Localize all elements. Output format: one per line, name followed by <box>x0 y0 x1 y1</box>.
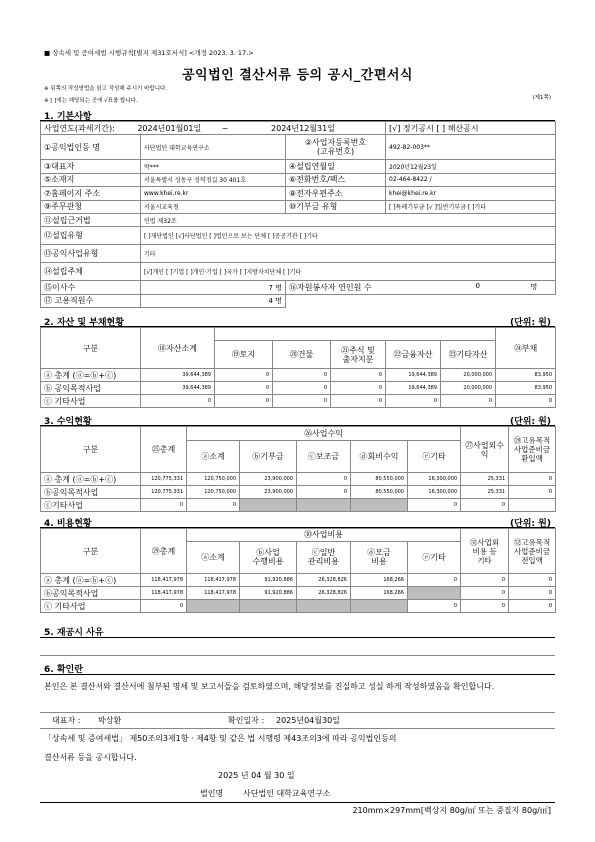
cell: 0 <box>141 395 215 408</box>
assets-table <box>40 327 556 408</box>
info-row <box>41 135 556 160</box>
cell: 83,950 <box>496 382 556 395</box>
info-row <box>41 187 556 200</box>
info-row <box>41 200 556 213</box>
fiscal-year <box>41 122 386 135</box>
cell: 0 <box>297 473 351 486</box>
col-subtotal: ⓐ소계 <box>187 541 240 573</box>
rep-name: 박상환 <box>98 716 122 725</box>
cell: 0 <box>509 600 556 613</box>
cell: 91,920,886 <box>240 574 297 587</box>
shaded-cell <box>240 499 297 512</box>
phone-value: 02-464-8422 / <box>386 173 556 186</box>
confirm-date-label: 확인일자 : <box>228 716 265 725</box>
col-stock: ㉑주식 및 출자지분 <box>331 341 386 369</box>
phone-label: ⑥전화번호/팩스 <box>286 173 386 186</box>
cell: 20,000,000 <box>441 382 496 395</box>
cell: 0 <box>461 499 509 512</box>
info-row <box>41 245 556 263</box>
row-label: ⓑ공익목적사업 <box>41 587 141 600</box>
row-label: ⓐ 총계 (ⓐ=ⓑ+ⓒ) <box>41 574 141 587</box>
cell: 16,300,000 <box>408 486 461 499</box>
col-total: ㉕총계 <box>141 427 187 473</box>
fiscal-year-row <box>41 122 556 135</box>
org-name: 사단법인 대학교육연구소 <box>243 789 331 798</box>
info-row <box>41 173 556 186</box>
founded-value: 2020년12월23일 <box>386 160 556 173</box>
cell: 120,775,331 <box>141 486 187 499</box>
col-biz-expense: ㉚사업비용 <box>187 529 461 542</box>
instruction-note: ※ 뒤쪽의 작성방법을 읽고 작성해 주시기 바랍니다. <box>44 86 168 92</box>
section-divider <box>40 674 555 675</box>
fiscal-year-label: 사업연도(과세기간): <box>44 123 115 133</box>
col-building: ⑳건물 <box>273 341 331 369</box>
org-name-value: 사단법인 대학교육연구소 <box>141 135 286 160</box>
cell: 0 <box>273 395 331 408</box>
info-row <box>41 294 556 307</box>
cell: 26,328,826 <box>297 587 351 600</box>
col-fundraising: ⓓ모금 비용 <box>351 541 408 573</box>
legal-basis-text-2: 결산서류 등을 공시합니다. <box>44 753 137 762</box>
cell: 0 <box>509 587 556 600</box>
business-number-value: 492-82-003** <box>386 135 556 160</box>
row-label: ⓒ기타사업 <box>41 499 141 512</box>
cell: 0 <box>509 574 556 587</box>
shaded-cell <box>240 600 297 613</box>
col-kind: 구분 <box>41 529 141 574</box>
rep-label: 대표자 : <box>52 716 81 725</box>
disclosure-type: [√] 정기공시 [ ] 해산공시 <box>386 122 556 135</box>
col-admin: ⓒ일반 관리비용 <box>297 541 351 573</box>
paper-spec: 210mm×297mm[백상지 80g/㎡ 또는 중질지 80g/㎡] <box>352 806 551 815</box>
row-label: ⓑ공익목적사업 <box>41 486 141 499</box>
cell: 39,644,389 <box>141 369 215 382</box>
col-nonbiz: ㉛사업외 비용 등 기타 <box>461 529 509 574</box>
col-total: ㉙총계 <box>141 529 187 574</box>
cell: 25,331 <box>461 473 509 486</box>
info-row <box>41 213 556 226</box>
sign-date: 2025 년 04 월 30 일 <box>218 771 295 780</box>
cell: 120,775,331 <box>141 473 187 486</box>
table-row <box>41 574 556 587</box>
row-label: ⓐ 총계 (ⓐ=ⓑ+ⓒ) <box>41 473 141 486</box>
col-kind: 구분 <box>41 328 141 369</box>
col-donation: ⓑ기부금 <box>240 440 297 472</box>
biz-type-label: ⑬공익사업유형 <box>41 245 141 263</box>
cell: 0 <box>509 473 556 486</box>
col-other-asset: ㉓기타자산 <box>441 341 496 369</box>
col-land: ⑲토지 <box>215 341 273 369</box>
cell: 91,920,886 <box>240 587 297 600</box>
table-row <box>41 587 556 600</box>
donation-type-value: [ ]특례기부금 [√ ]일반기부금 [ ]기타 <box>386 200 556 213</box>
founded-label: ④설립연월일 <box>286 160 386 173</box>
cell: 83,950 <box>496 369 556 382</box>
table-row <box>41 473 556 486</box>
cell: 0 <box>215 395 273 408</box>
col-subtotal: ⓐ소계 <box>187 440 240 472</box>
fiscal-year-to: 2024년12월31일 <box>271 123 335 133</box>
fiscal-year-tilde: ~ <box>221 123 229 133</box>
cell: 0 <box>215 382 273 395</box>
shaded-cell <box>187 600 240 613</box>
shaded-cell <box>351 499 408 512</box>
section-6-title: 6. 확인란 <box>44 665 83 675</box>
cell: 0 <box>331 369 386 382</box>
col-subsidy: ⓒ보조금 <box>297 440 351 472</box>
cell: 0 <box>496 395 556 408</box>
cell: 25,331 <box>461 486 509 499</box>
employees-label: ⑰ 고용직원수 <box>41 294 141 307</box>
col-ops: ⓑ사업 수행비용 <box>240 541 297 573</box>
homepage-value: www.khei.re.kr <box>141 187 286 200</box>
section-3-title: 3. 수익현황 <box>44 417 92 427</box>
row-label: ⓒ 기타사업 <box>41 395 141 408</box>
cell: 0 <box>297 486 351 499</box>
cell: 0 <box>461 574 509 587</box>
cell: 80,550,000 <box>351 486 408 499</box>
directors-label: ⑮이사수 <box>41 281 141 294</box>
cell: 118,417,978 <box>141 574 187 587</box>
email-label: ⑧전자우편주소 <box>286 187 386 200</box>
cell: 20,000,000 <box>441 369 496 382</box>
employees-value: 4 명 <box>141 294 286 307</box>
section-3-unit: (단위: 원) <box>509 417 551 427</box>
founder-label: ⑭설립주체 <box>41 263 141 281</box>
cell: 23,900,000 <box>240 473 297 486</box>
cell: 16,300,000 <box>408 473 461 486</box>
row-label: ⓑ 공익목적사업 <box>41 382 141 395</box>
cell: 0 <box>187 499 240 512</box>
found-type-value: [ ]재단법인 [√]사단법인 [ ]법인으로 보는 단체 [ ]공공기관 [ ]기타 <box>141 227 556 245</box>
divider <box>40 728 555 729</box>
row-label: ⓐ 총계 (ⓐ=ⓑ+ⓒ) <box>41 369 141 382</box>
section-1-title: 1. 기본사항 <box>44 112 92 122</box>
cell: 0 <box>509 486 556 499</box>
cell: 0 <box>408 600 461 613</box>
table-row <box>41 395 556 408</box>
basis-law-value: 민법 제32조 <box>141 213 556 226</box>
cell: 120,750,000 <box>187 486 240 499</box>
cell: 168,266 <box>351 574 408 587</box>
col-biz-revenue: ㉖사업수익 <box>187 427 461 441</box>
cell: 23,900,000 <box>240 486 297 499</box>
cell: 39,644,389 <box>141 382 215 395</box>
info-row <box>41 281 556 294</box>
col-financial: ㉒금융자산 <box>386 341 441 369</box>
found-type-label: ⑫설립유형 <box>41 227 141 245</box>
page-title: 공익법인 결산서류 등의 공시_간편서식 <box>181 68 413 83</box>
section-2-title: 2. 자산 및 부채현황 <box>44 318 124 328</box>
cell <box>509 499 556 512</box>
law-reference: ■ 상속세 및 증여세법 시행규칙[별지 제31호서식] <개정 2023. 3. 17.> <box>44 49 254 57</box>
cell: 0 <box>408 499 461 512</box>
basic-info-table <box>40 121 556 308</box>
volunteers-value: 0 <box>475 282 480 291</box>
cell: 0 <box>273 369 331 382</box>
table-row <box>41 600 556 613</box>
representative-value: 박*** <box>141 160 286 173</box>
section-4-unit: (단위: 원) <box>509 519 551 529</box>
cell: 0 <box>441 395 496 408</box>
cell: 0 <box>331 382 386 395</box>
cell: 0 <box>141 600 187 613</box>
section-4-title: 4. 비용현황 <box>44 519 92 529</box>
org-name-label: ①공익법인등 명 <box>41 135 141 160</box>
address-value: 서울특별시 성동구 성덕정길 30 401호 <box>141 173 286 186</box>
cell: 0 <box>273 382 331 395</box>
footer-divider <box>40 802 555 803</box>
cell: 0 <box>141 499 187 512</box>
biz-type-value: 기타 <box>141 245 556 263</box>
info-row <box>41 160 556 173</box>
cell: 120,750,000 <box>187 473 240 486</box>
legal-basis-text: 「상속세 및 증여세법」 제50조의3제1항 · 제4항 및 같은 법 시행령 제43조의3에 따라 공익법인등의 <box>44 734 397 743</box>
volunteers-cell <box>286 281 556 294</box>
revenue-table <box>40 426 556 512</box>
form-page-number: (제1쪽) <box>532 95 551 101</box>
table-row <box>41 369 556 382</box>
row-label: ⓒ 기타사업 <box>41 600 141 613</box>
cell: 19,644,389 <box>386 382 441 395</box>
table-row <box>41 486 556 499</box>
shaded-cell <box>408 587 461 600</box>
col-reserve: ㉘고유목적 사업준비금 환입액 <box>509 427 556 473</box>
cell: 19,644,389 <box>386 369 441 382</box>
col-other: ⓔ기타 <box>408 440 461 472</box>
col-nonbiz: ㉗사업외수익 <box>461 427 509 473</box>
address-label: ⑤소재지 <box>41 173 141 186</box>
cell: 0 <box>215 369 273 382</box>
col-debt: ㉔부채 <box>496 328 556 369</box>
section-5-title: 5. 재공시 사유 <box>44 628 104 638</box>
section-2-unit: (단위: 원) <box>509 318 551 328</box>
homepage-label: ⑦홈페이지 주소 <box>41 187 141 200</box>
cell: 0 <box>386 395 441 408</box>
fiscal-year-from: 2024년01월01일 <box>137 123 202 133</box>
cell: 168,266 <box>351 587 408 600</box>
volunteers-label: ⑯자원봉사자 연인원 수 <box>289 283 372 293</box>
confirmation-text: 본인은 본 결산서와 결산서에 첨부된 명세 및 보고서들을 검토하였으며, 해당정보를 진실하고 성실 하게 작성하였음을 확인합니다. <box>44 682 495 691</box>
email-value: khei@khei.re.kr <box>386 187 556 200</box>
section-divider <box>40 655 555 656</box>
section-divider <box>40 637 555 638</box>
founder-value: [√]개인 [ ]기업 [ ]개인·기업 [ ]국가 [ ]지방자치단체 [ ]기타 <box>141 263 556 281</box>
divider <box>40 712 555 713</box>
shaded-cell <box>297 600 351 613</box>
business-number-label: ②사업자등록번호 (고유번호) <box>286 135 386 160</box>
col-kind: 구분 <box>41 427 141 473</box>
info-row <box>41 263 556 281</box>
donation-type-label: ⑩기부금 유형 <box>286 200 386 213</box>
authority-label: ⑨주무관청 <box>41 200 141 213</box>
col-asset-total: ⑱자산소계 <box>141 328 215 369</box>
confirm-date-value: 2025년04월30일 <box>276 716 340 725</box>
shaded-cell <box>297 499 351 512</box>
org-label: 법인명 <box>200 789 224 798</box>
representative-label: ③대표자 <box>41 160 141 173</box>
basis-law-label: ⑪설립근거법 <box>41 213 141 226</box>
cell: 0 <box>461 587 509 600</box>
expense-table <box>40 528 556 613</box>
authority-value: 서울시교육청 <box>141 200 286 213</box>
cell: 0 <box>331 395 386 408</box>
cell: 26,328,826 <box>297 574 351 587</box>
volunteers-unit: 명 <box>530 283 538 292</box>
shaded-cell <box>351 600 408 613</box>
col-reserve: ㉜고유목적 사업준비금 전입액 <box>509 529 556 574</box>
checkbox-note: ※ [ ]에는 해당되는 곳에 √표를 합니다. <box>44 98 138 104</box>
table-row <box>41 499 556 512</box>
cell: 0 <box>408 574 461 587</box>
cell: 0 <box>461 600 509 613</box>
info-row <box>41 227 556 245</box>
cell: 118,417,978 <box>141 587 187 600</box>
directors-value: 7 명 <box>141 281 286 294</box>
table-row <box>41 382 556 395</box>
cell: 118,417,978 <box>187 574 240 587</box>
cell: 118,417,978 <box>187 587 240 600</box>
col-fee: ⓓ회비수익 <box>351 440 408 472</box>
cell: 80,550,000 <box>351 473 408 486</box>
col-other: ⓔ기타 <box>408 541 461 573</box>
